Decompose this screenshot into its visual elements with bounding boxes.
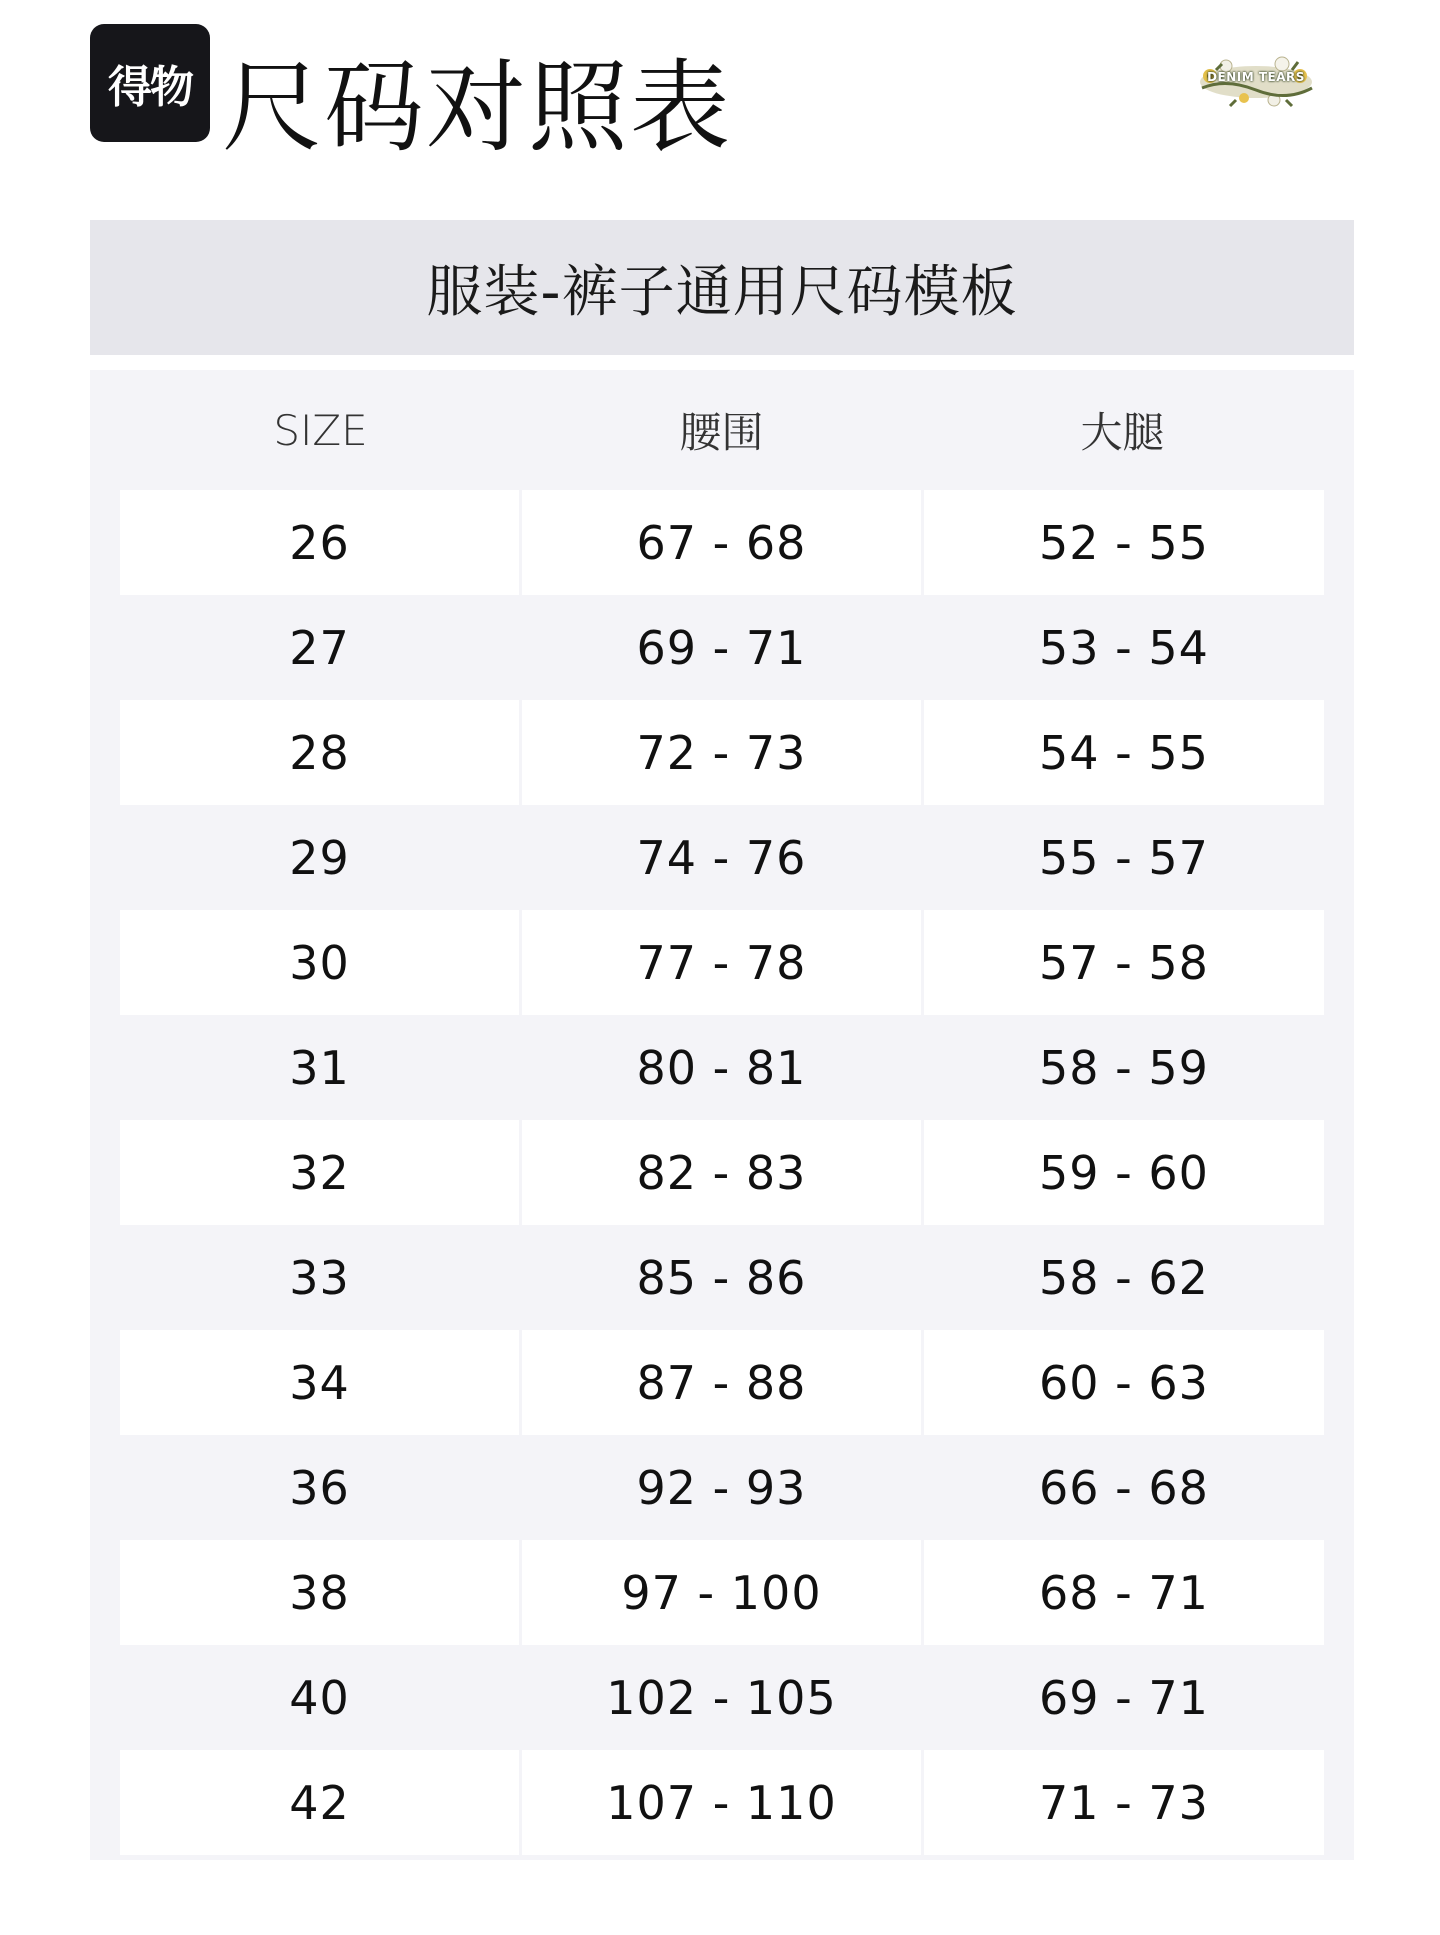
size-cell: 34 — [120, 1330, 519, 1435]
waist-cell: 92 - 93 — [522, 1435, 921, 1540]
waist-cell: 85 - 86 — [522, 1225, 921, 1330]
waist-cell: 102 - 105 — [522, 1645, 921, 1750]
column-header-waist: 腰围 — [679, 408, 764, 457]
size-cell: 27 — [120, 595, 519, 700]
thigh-cell: 69 - 71 — [924, 1645, 1324, 1750]
size-cell: 29 — [120, 805, 519, 910]
table-header-row — [120, 370, 1324, 490]
waist-cell: 77 - 78 — [522, 910, 921, 1015]
thigh-cell: 68 - 71 — [924, 1540, 1324, 1645]
waist-cell: 72 - 73 — [522, 700, 921, 805]
table-row — [120, 1015, 1324, 1120]
size-cell: 32 — [120, 1120, 519, 1225]
thigh-cell: 55 - 57 — [924, 805, 1324, 910]
waist-cell: 80 - 81 — [522, 1015, 921, 1120]
waist-cell: 82 - 83 — [522, 1120, 921, 1225]
thigh-cell: 58 - 62 — [924, 1225, 1324, 1330]
size-cell: 38 — [120, 1540, 519, 1645]
table-body — [120, 490, 1324, 1855]
table-row — [120, 1750, 1324, 1855]
thigh-cell: 71 - 73 — [924, 1750, 1324, 1855]
page-title: 尺码对照表 — [222, 49, 732, 166]
column-header-size: SIZE — [273, 405, 368, 455]
table-row — [120, 1540, 1324, 1645]
thigh-cell: 66 - 68 — [924, 1435, 1324, 1540]
brand-logo — [1196, 50, 1316, 114]
table-row — [120, 1645, 1324, 1750]
size-table — [90, 370, 1354, 1860]
brand-logo-text: DENIM TEARS — [1207, 70, 1305, 84]
thigh-cell: 58 - 59 — [924, 1015, 1324, 1120]
table-row — [120, 490, 1324, 595]
size-cell: 26 — [120, 490, 519, 595]
table-row — [120, 1435, 1324, 1540]
size-cell: 33 — [120, 1225, 519, 1330]
table-row — [120, 1120, 1324, 1225]
thigh-cell: 57 - 58 — [924, 910, 1324, 1015]
size-cell: 36 — [120, 1435, 519, 1540]
waist-cell: 69 - 71 — [522, 595, 921, 700]
table-row — [120, 1330, 1324, 1435]
table-row — [120, 1225, 1324, 1330]
table-row — [120, 805, 1324, 910]
table-row — [120, 700, 1324, 805]
size-cell: 42 — [120, 1750, 519, 1855]
size-cell: 28 — [120, 700, 519, 805]
table-row — [120, 595, 1324, 700]
waist-cell: 97 - 100 — [522, 1540, 921, 1645]
waist-cell: 67 - 68 — [522, 490, 921, 595]
size-cell: 30 — [120, 910, 519, 1015]
table-row — [120, 910, 1324, 1015]
app-logo: 得物 — [90, 24, 210, 142]
waist-cell: 74 - 76 — [522, 805, 921, 910]
waist-cell: 107 - 110 — [522, 1750, 921, 1855]
thigh-cell: 60 - 63 — [924, 1330, 1324, 1435]
waist-cell: 87 - 88 — [522, 1330, 921, 1435]
size-cell: 31 — [120, 1015, 519, 1120]
template-title: 服装-裤子通用尺码模板 — [426, 259, 1018, 325]
column-header-thigh: 大腿 — [1080, 408, 1165, 457]
size-cell: 40 — [120, 1645, 519, 1750]
thigh-cell: 54 - 55 — [924, 700, 1324, 805]
thigh-cell: 59 - 60 — [924, 1120, 1324, 1225]
thigh-cell: 53 - 54 — [924, 595, 1324, 700]
template-banner — [90, 220, 1354, 355]
thigh-cell: 52 - 55 — [924, 490, 1324, 595]
